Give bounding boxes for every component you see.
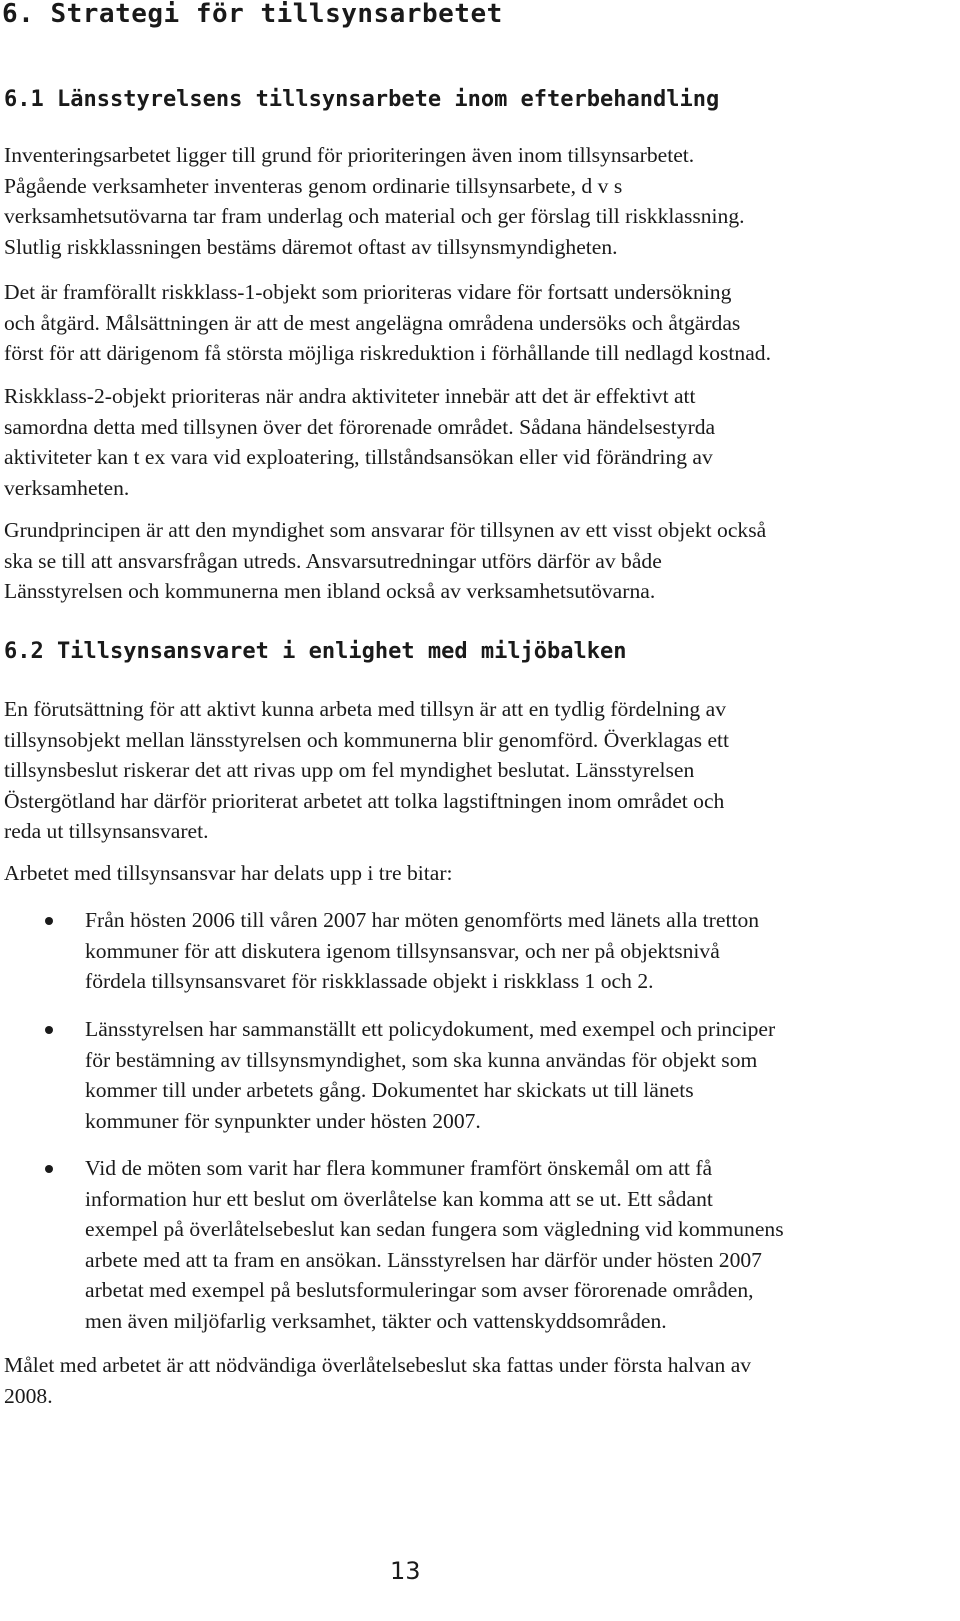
text-line: Inventeringsarbetet ligger till grund för prioriteringen även inom tillsynsarbetet. bbox=[4, 143, 695, 167]
paragraph-bullets-intro bbox=[4, 858, 934, 889]
text-line: kommer till under arbetets gång. Dokumentet har skickats ut till länets bbox=[85, 1078, 694, 1102]
text-line: Länsstyrelsen har sammanställt ett policydokument, med exempel och principer bbox=[85, 1017, 776, 1041]
text-line: Målet med arbetet är att nödvändiga överlåtelsebeslut ska fattas under första halvan av bbox=[4, 1353, 752, 1377]
text-line: Slutlig riskklassningen bestäms däremot oftast av tillsynsmyndigheten. bbox=[4, 234, 618, 259]
bullet-dot-icon bbox=[45, 1026, 53, 1034]
text-line: Grundprincipen är att den myndighet som ansvarar för tillsynen av ett visst objekt också bbox=[4, 518, 767, 542]
chapter-title: 6. Strategi för tillsynsarbetet bbox=[2, 0, 503, 29]
text-line: reda ut tillsynsansvaret. bbox=[4, 819, 209, 843]
list-item-text bbox=[85, 1153, 784, 1336]
text-line: Länsstyrelsen och kommunerna men ibland också av verksamhetsutövarna. bbox=[4, 579, 656, 603]
bullet-dot-icon bbox=[45, 1165, 53, 1173]
section-title-6-2: 6.2 Tillsynsansvaret i enlighet med miljöbalken bbox=[4, 639, 627, 664]
text-line: aktiviteter kan t ex vara vid exploatering, tillståndsansökan eller vid förändring av bbox=[4, 445, 713, 469]
bullet-dot-icon bbox=[45, 917, 53, 925]
page-number: 13 bbox=[390, 1557, 421, 1585]
text-line: Det är framförallt riskklass-1-objekt som prioriteras vidare för fortsatt undersökning bbox=[4, 280, 732, 304]
text-line: tillsynsobjekt mellan länsstyrelsen och kommunerna blir genomförd. Överklagas ett bbox=[4, 727, 730, 752]
text-line: information hur ett beslut om överlåtelse kan komma att se ut. Ett sådant bbox=[85, 1186, 713, 1211]
text-line: för bestämning av tillsynsmyndighet, som ska kunna användas för objekt som bbox=[85, 1047, 758, 1072]
paragraph-grundprincipen bbox=[4, 515, 934, 607]
list-item-text bbox=[85, 1014, 775, 1136]
text-line: exempel på överlåtelsebeslut kan sedan fungera som vägledning vid kommunens bbox=[85, 1217, 784, 1241]
paragraph-malet bbox=[4, 1350, 934, 1411]
text-line: verksamhetsutövarna tar fram underlag och material och ger förslag till riskklassning. bbox=[4, 204, 745, 228]
text-line: Arbetet med tillsynsansvar har delats upp i tre bitar: bbox=[4, 861, 453, 885]
text-line: Från hösten 2006 till våren 2007 har möten genomförts med länets alla tretton bbox=[85, 908, 760, 932]
text-line: Pågående verksamheter inventeras genom ordinarie tillsynsarbete, d v s bbox=[4, 173, 623, 198]
text-line: samordna detta med tillsynen över det förorenade området. Sådana händelsestyrda bbox=[4, 414, 716, 439]
list-item-text bbox=[85, 905, 759, 997]
text-line: arbete med att ta fram en ansökan. Länsstyrelsen har därför under hösten 2007 bbox=[85, 1247, 762, 1272]
text-line: verksamheten. bbox=[4, 475, 130, 500]
paragraph-forutsattning bbox=[4, 694, 934, 847]
section-title-6-1: 6.1 Länsstyrelsens tillsynsarbete inom efterbehandling bbox=[4, 87, 720, 112]
paragraph-riskklass-2 bbox=[4, 381, 934, 503]
text-line: kommuner för synpunkter under hösten 2007. bbox=[85, 1108, 481, 1133]
text-line: först för att därigenom få största möjliga riskreduktion i förhållande till nedlagd kostnad. bbox=[4, 341, 771, 365]
text-line: ska se till att ansvarsfrågan utreds. Ansvarsutredningar utförs därför av både bbox=[4, 548, 662, 573]
paragraph-riskklass-1 bbox=[4, 277, 934, 369]
text-line: 2008. bbox=[4, 1383, 53, 1408]
text-line: Östergötland har därför prioriterat arbetet att tolka lagstiftningen inom området och bbox=[4, 788, 725, 813]
text-line: och åtgärd. Målsättningen är att de mest angelägna områdena undersöks och åtgärdas bbox=[4, 310, 741, 335]
text-line: Riskklass-2-objekt prioriteras när andra aktiviteter innebär att det är effektivt att bbox=[4, 384, 696, 408]
text-line: tillsynsbeslut riskerar det att rivas upp om fel myndighet beslutat. Länsstyrelsen bbox=[4, 758, 695, 782]
text-line: En förutsättning för att aktivt kunna arbeta med tillsyn är att en tydlig fördelning av bbox=[4, 697, 726, 721]
text-line: kommuner för att diskutera igenom tillsynsansvar, och ner på objektsnivå bbox=[85, 938, 720, 963]
text-line: fördela tillsynsansvaret för riskklassade objekt i riskklass 1 och 2. bbox=[85, 969, 654, 993]
text-line: arbetat med exempel på beslutsformuleringar som avser förorenade områden, bbox=[85, 1278, 754, 1302]
paragraph-inventering bbox=[4, 140, 934, 262]
text-line: Vid de möten som varit har flera kommuner framfört önskemål om att få bbox=[85, 1156, 713, 1180]
text-line: men även miljöfarlig verksamhet, täkter och vattenskyddsområden. bbox=[85, 1308, 667, 1333]
